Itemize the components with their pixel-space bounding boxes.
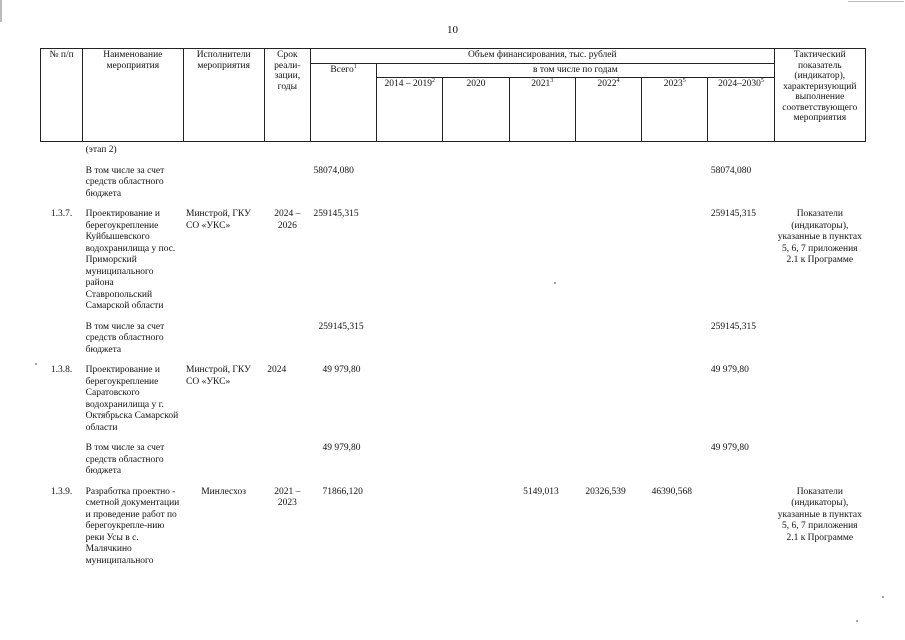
cell-indicator	[774, 142, 865, 163]
total-label: Всего	[330, 64, 354, 75]
cell-executors: Минлесхоз	[201, 486, 247, 497]
cell-indicator	[774, 362, 865, 440]
cell-num	[41, 163, 83, 207]
cell-year	[575, 362, 641, 440]
cell-year	[509, 362, 575, 440]
cell-year	[377, 142, 443, 163]
table-row	[41, 362, 866, 440]
cell-total: 259145,315	[318, 321, 364, 332]
cell-year: 49 979,80	[710, 443, 749, 453]
cell-year	[377, 319, 443, 363]
cell-year: 259145,315	[710, 209, 756, 219]
cell-year	[642, 440, 708, 484]
col-indicator-header: Тактический показатель (индикатор), характеризующий выполнение соответствующего мероприятия	[774, 49, 865, 142]
scan-speck	[554, 282, 556, 284]
cell-total: 58074,080	[313, 165, 354, 176]
cell-total	[310, 142, 376, 163]
cell-total: 49 979,80	[322, 443, 361, 453]
cell-term	[264, 163, 310, 207]
scan-edge-mark	[848, 1, 904, 2]
cell-name: В том числе за счет средств областного бюджета	[85, 165, 165, 199]
table-row	[41, 319, 866, 363]
year-label: 2024–2030	[718, 79, 761, 89]
cell-year	[443, 142, 509, 163]
cell-num	[41, 142, 83, 163]
scan-speck	[35, 363, 37, 365]
scan-edge-mark	[0, 0, 2, 22]
cell-term	[264, 142, 310, 163]
col-funding-header: Объем финансирования, тыс. рублей	[310, 49, 774, 64]
year-label: 2022	[597, 79, 617, 89]
cell-num: 1.3.7.	[50, 209, 73, 219]
cell-indicator: Показатели (индикаторы), указанные в пунктах 5, 6, 7 приложения 2.1 к Программе	[777, 486, 862, 543]
cell-year	[509, 163, 575, 207]
cell-executors	[183, 163, 264, 207]
financing-table	[40, 48, 866, 573]
table-row	[41, 206, 866, 319]
cell-year: 20326,539	[585, 486, 626, 497]
col-year-header	[443, 78, 509, 142]
cell-year: 49 979,80	[710, 365, 749, 375]
cell-indicator	[774, 440, 865, 484]
year-label: 2023	[663, 79, 683, 89]
scan-speck	[856, 620, 858, 622]
cell-year	[642, 142, 708, 163]
cell-total: 71866,120	[322, 486, 363, 497]
cell-year	[708, 484, 774, 574]
col-year-header	[708, 78, 774, 142]
cell-year: 259145,315	[710, 321, 756, 332]
table-row	[41, 163, 866, 207]
cell-term: 2024	[267, 365, 287, 375]
year-label: 2014 – 2019	[384, 79, 433, 89]
cell-year	[575, 206, 641, 319]
cell-num	[41, 440, 83, 484]
cell-executors	[183, 440, 264, 484]
cell-term	[264, 319, 310, 363]
cell-num: 1.3.8.	[50, 365, 73, 375]
cell-year	[377, 206, 443, 319]
cell-indicator	[774, 163, 865, 207]
col-by-years-header: в том числе по годам	[377, 63, 774, 78]
cell-year	[642, 362, 708, 440]
col-year-header	[642, 78, 708, 142]
cell-year	[509, 142, 575, 163]
cell-year	[443, 163, 509, 207]
cell-year	[575, 440, 641, 484]
col-year-header	[509, 78, 575, 142]
cell-indicator: Показатели (индикаторы), указанные в пунктах 5, 6, 7 приложения 2.1 к Программе	[777, 209, 862, 265]
cell-year	[575, 142, 641, 163]
cell-executors	[183, 142, 264, 163]
cell-executors	[183, 319, 264, 363]
scan-speck	[882, 596, 884, 598]
cell-year	[377, 362, 443, 440]
cell-indicator	[774, 319, 865, 363]
col-total-header	[310, 63, 376, 142]
cell-year	[443, 206, 509, 319]
cell-year	[377, 163, 443, 207]
cell-name: Разработка проектно - сметной документации и проведение работ по берегоукрепле-нию реки Усы в с. Малячкино муниципального	[85, 486, 180, 566]
cell-year	[509, 206, 575, 319]
cell-year	[575, 163, 641, 207]
cell-year: 5149,013	[523, 486, 559, 497]
table-row	[41, 440, 866, 484]
cell-term	[264, 440, 310, 484]
year-label: 2021	[531, 79, 551, 89]
cell-executors: Минстрой, ГКУ СО «УКС»	[186, 209, 251, 231]
cell-term: 2024 – 2026	[274, 209, 301, 231]
cell-term: 2021 – 2023	[274, 486, 301, 508]
cell-name: Проектирование и берегоукрепление Куйбышевского водохранилища у пос. Приморский муниципального района Ставропольский Самарской области	[85, 209, 176, 311]
footnote-mark: 5	[760, 77, 764, 84]
cell-year	[509, 319, 575, 363]
col-term-header: Срок реали-зации, годы	[264, 49, 310, 142]
footnote-mark: 5	[682, 77, 686, 84]
table-row	[41, 142, 866, 163]
cell-num	[41, 319, 83, 363]
header-row	[41, 49, 866, 64]
cell-year	[708, 142, 774, 163]
cell-year	[443, 440, 509, 484]
col-executors-header: Исполнители мероприятия	[183, 49, 264, 142]
cell-year	[642, 206, 708, 319]
cell-name: (этап 2)	[85, 145, 117, 155]
cell-total: 49 979,80	[322, 365, 361, 375]
cell-num: 1.3.9.	[50, 486, 73, 497]
cell-year	[443, 362, 509, 440]
year-label: 2020	[466, 79, 486, 89]
footnote-mark: 3	[550, 77, 554, 84]
cell-name: В том числе за счет средств областного бюджета	[85, 443, 165, 476]
cell-name: Проектирование и берегоукрепление Саратовского водохранилища у г. Октябрьска Самарской области	[85, 365, 179, 433]
cell-year: 46390,568	[651, 486, 692, 497]
cell-year	[377, 484, 443, 574]
cell-year	[642, 163, 708, 207]
cell-year	[575, 319, 641, 363]
col-year-header	[575, 78, 641, 142]
cell-year	[443, 484, 509, 574]
footnote-mark: 1	[353, 63, 357, 70]
col-year-header	[377, 78, 443, 142]
cell-name: В том числе за счет средств областного бюджета	[85, 321, 165, 355]
footnote-mark: 2	[432, 77, 436, 84]
page-number: 10	[447, 24, 458, 36]
col-num-header: № п/п	[41, 49, 83, 142]
cell-total: 259145,315	[313, 209, 359, 219]
col-name-header: Наименование мероприятия	[83, 49, 183, 142]
cell-year	[377, 440, 443, 484]
cell-executors: Минстрой, ГКУ СО «УКС»	[186, 365, 251, 387]
cell-year	[509, 440, 575, 484]
table-row	[41, 484, 866, 574]
cell-year	[443, 319, 509, 363]
cell-year	[642, 319, 708, 363]
footnote-mark: 4	[616, 77, 620, 84]
cell-year: 58074,080	[710, 165, 752, 176]
